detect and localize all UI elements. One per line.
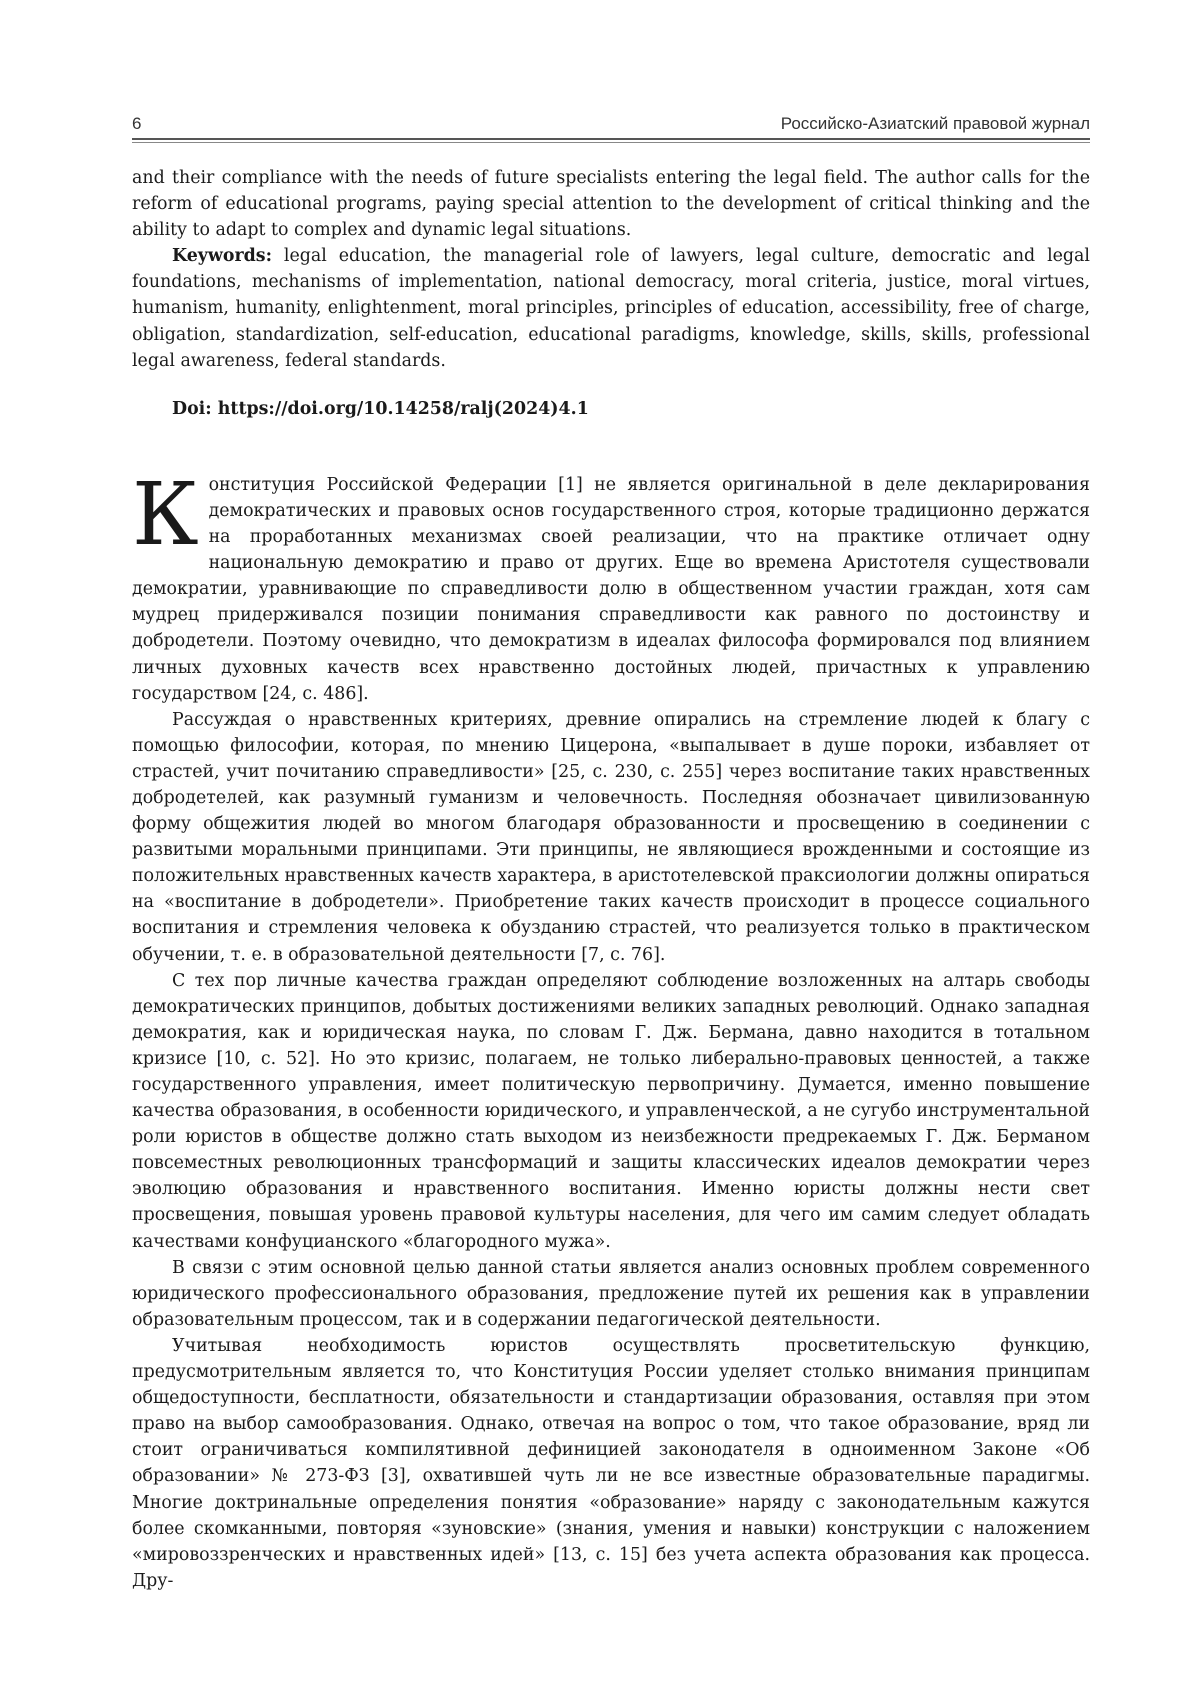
body-paragraph-1: [132, 464, 1090, 707]
article-body: [132, 464, 1090, 1594]
keywords-paragraph: [132, 243, 1090, 373]
page-number: 6: [132, 114, 142, 133]
header-rule-thin: [132, 142, 1090, 143]
page-body: [132, 165, 1090, 1594]
journal-title: Российско-Азиатский правовой журнал: [780, 114, 1090, 133]
keywords-text: legal education, the managerial role of lawyers, legal culture, democratic and legal foundations, mechanisms of implementation, national democracy, moral criteria, justice, moral virtues, humanism, humanity, enlightenment, moral principles, principles of education, accessibility, free of charge, obligation, standardization, self-education, educational paradigms, knowledge, skills, skills, professional legal awareness, federal standards.: [132, 246, 1090, 371]
drop-cap: К: [132, 464, 199, 565]
body-paragraph-4: В связи с этим основной целью данной статьи является анализ основных проблем современного юридического профессионального образования, предложение путей их решения как в управлении образовательным процессом, так и в содержании педагогической деятельности.: [132, 1257, 1090, 1330]
body-paragraph-5: Учитывая необходимость юристов осуществлять просветительскую функцию, предусмотрительным является то, что Конституция России уделяет столько внимания принципам общедоступности, бесплатности, обязательности и стандартизации образования, оставляя при этом право на выбор самообразования. Однако, отвечая на вопрос о том, что такое образование, вряд ли стоит ограничиваться компилятивной дефиницией законодателя в одноименном Законе «Об образовании» № 273-ФЗ [3], охватившей чуть ли не все известные образовательные парадигмы. Многие доктринальные определения понятия «образование» наряду с законодательным кажутся более скомканными, повторяя «зуновские» (знания, умения и навыки) конструкции с наложением «мировоззренческих и нравственных идей» [13, с. 15] без учета аспекта образования как процесса. Дру-: [132, 1335, 1090, 1591]
abstract-tail: and their compliance with the needs of future specialists entering the legal field. The author calls for the reform of educational programs, paying special attention to the development of critical thinking and the ability to adapt to complex and dynamic legal situations.: [132, 168, 1090, 241]
body-paragraph-3: С тех пор личные качества граждан определяют соблюдение возложенных на алтарь свободы демократических принципов, добытых достижениями великих западных революций. Однако западная демократия, как и юридическая наука, по словам Г. Дж. Бермана, давно находится в тотальном кризисе [10, с. 52]. Но это кризис, полагаем, не только либерально-правовых ценностей, а также государственного управления, имеет политическую первопричину. Думается, именно повышение качества образования, в особенности юридического, и управленческой, а не сугубо инструментальной роли юристов в обществе должно стать выходом из неизбежности предрекаемых Г. Дж. Берманом повсеместных революционных трансформаций и защиты классических идеалов демократии через эволюцию образования и нравственного воспитания. Именно юристы должны нести свет просвещения, повышая уровень правовой культуры населения, для чего им самим следует обладать качествами конфуцианского «благородного мужа».: [132, 970, 1090, 1252]
paragraph-1-text: онституция Российской Федерации [1] не является оригинальной в деле декларирования демократических и правовых основ государственного строя, которые традиционно держатся на проработанных механизмах своей реализации, что на практике отличает одну национальную демократию и право от других. Еще во времена Аристотеля существовали демократии, уравнивающие по справедливости долю в общественном участии граждан, хотя сам мудрец придерживался позиции понимания справедливости как равного по достоинству и добродетели. Поэтому очевидно, что демократизм в идеалах философа формировался под влиянием личных духовных качеств всех нравственно достойных людей, причастных к управлению государством [24, с. 486].: [132, 474, 1090, 704]
header-rule: [132, 138, 1090, 140]
doi-line: Doi: https://doi.org/10.14258/ralj(2024)4.1: [172, 398, 589, 419]
body-paragraph-2: Рассуждая о нравственных критериях, древние опирались на стремление людей к благу с помощью философии, которая, по мнению Цицерона, «выпалывает в душе пороки, избавляет от страстей, учит почитанию справедливости» [25, с. 230, с. 255] через воспитание таких нравственных добродетелей, как разумный гуманизм и человечность. Последняя обозначает цивилизованную форму общежития людей во многом благодаря образованности и просвещению в соединении с развитыми моральными принципами. Эти принципы, не являющиеся врожденными и состоящие из положительных нравственных качеств характера, в аристотелевской праксиологии должны опираться на «воспитание в добродетели». Приобретение таких качеств происходит в процессе социального воспитания и стремления человека к обузданию страстей, что реализуется только в практическом обучении, т. е. в образовательной деятельности [7, с. 76].: [132, 709, 1090, 965]
keywords-label: Keywords:: [172, 246, 273, 267]
